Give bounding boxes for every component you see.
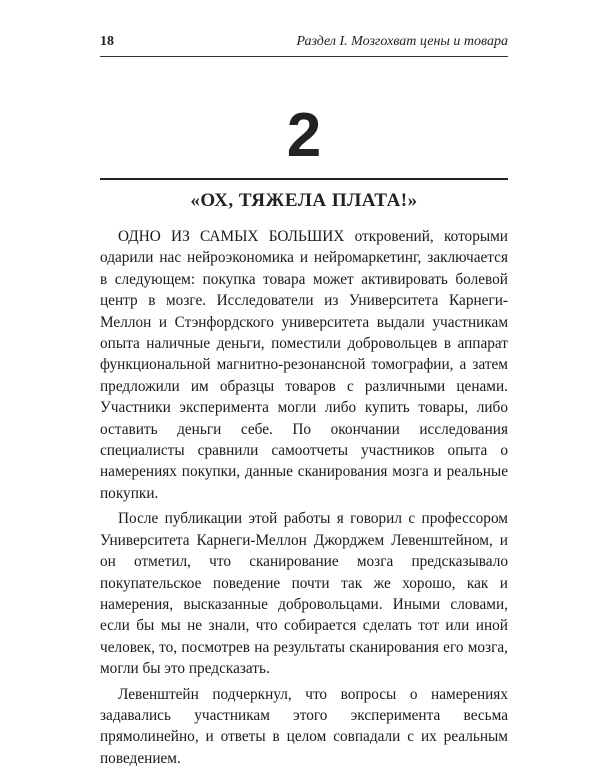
paragraph: После публикации этой работы я говорил с профессором Университета Карнеги-Меллон Джорджем Левенштейном, и он отметил, что сканирование мозга предсказывало покупательское поведение почти так же хорошо, как и намерения, высказанные добровольцами. Иными словами, если бы мы не знали, что собирается сделать тот или иной человек, то, посмотрев на результаты сканирования его мозга, могли бы это предсказать. [100, 510, 508, 678]
chapter-title: «ОХ, ТЯЖЕЛА ПЛАТА!» [190, 190, 418, 211]
paragraph: Левенштейн подчеркнул, что вопросы о намерениях задавались участникам этого эксперимента весьма прямолинейно, и ответы в целом совпадали с их реальным поведением. [100, 685, 508, 767]
chapter-number: 2 [286, 101, 322, 170]
running-title: Раздел I. Мозгохват цены и товара [296, 34, 508, 49]
page-number: 18 [100, 34, 114, 49]
header-divider [100, 56, 508, 57]
running-header [100, 34, 508, 50]
chapter-divider [100, 178, 508, 180]
body-text [100, 226, 508, 773]
paragraph: ОДНО ИЗ САМЫХ БОЛЬШИХ откровений, которыми одарили нас нейроэкономика и нейромаркетинг, заключается в следующем: покупка товара может активировать болевой центр в мозге. Исследователи из Университета Карнеги-Меллон и Стэнфордского университета выдали участникам опыта наличные деньги, поместили добровольцев в аппарат функциональной магнитно-резонансной томографии, а затем предложили им образцы товаров с различными ценами. Участники эксперимента могли либо купить товары, либо оставить деньги себе. По окончании исследования специалисты сравнили самоотчеты участников опыта о намерениях покупки, данные сканирования мозга и реальные покупки. [100, 228, 508, 502]
